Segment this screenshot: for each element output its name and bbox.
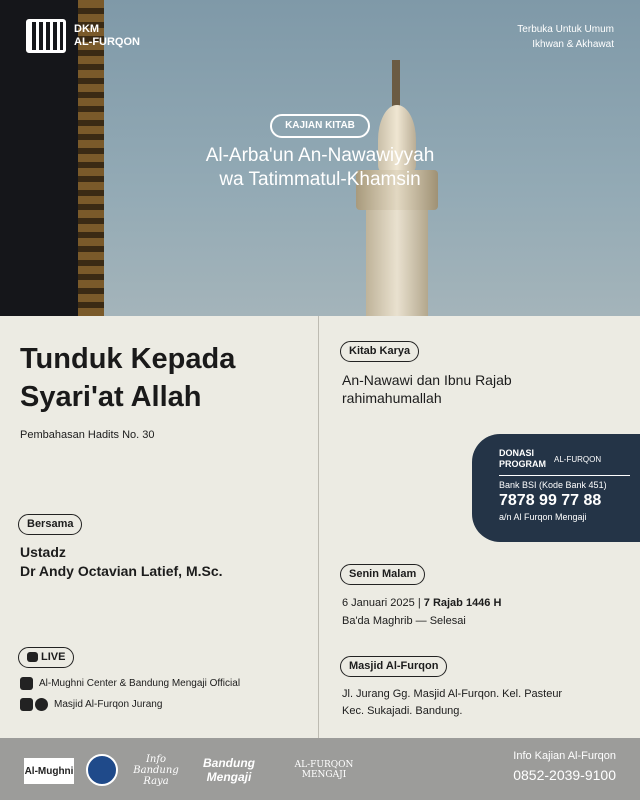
audience-note: Terbuka Untuk Umum Ikhwan & Akhawat xyxy=(517,24,614,50)
venue-badge: Masjid Al-Furqon xyxy=(340,656,447,677)
kitab-title: Al-Arba'un An-Nawawiyyah wa Tatimmatul-Khamsin xyxy=(205,145,435,190)
partner-logo: Info Bandung Raya xyxy=(133,753,179,787)
event-time: Ba'da Maghrib — Selesai xyxy=(342,615,466,627)
youtube-icon xyxy=(20,677,33,690)
donation-card: DONASI PROGRAM AL-FURQON Bank BSI (Kode Bank 451) 7878 99 77 88 a/n Al Furqon Mengaji xyxy=(472,434,640,542)
org-line2: AL-FURQON xyxy=(74,36,140,48)
contact-phone[interactable]: 0852-2039-9100 xyxy=(513,767,616,783)
speaker-name: Dr Andy Octavian Latief, M.Sc. xyxy=(20,563,223,579)
with-badge: Bersama xyxy=(18,514,82,535)
day-badge: Senin Malam xyxy=(340,564,425,585)
account-number: 7878 99 77 88 xyxy=(499,492,602,509)
dkm-logo xyxy=(26,19,140,53)
partner-logo: Al-Mughni xyxy=(24,758,74,784)
facebook-icon xyxy=(20,698,33,711)
contact-label: Info Kajian Al-Furqon xyxy=(513,750,616,762)
account-holder: a/n Al Furqon Mengaji xyxy=(499,512,587,522)
footer xyxy=(0,738,640,800)
hero-image xyxy=(0,0,640,316)
instagram-icon xyxy=(35,698,48,711)
speaker-title: Ustadz xyxy=(20,544,66,560)
org-line1: DKM xyxy=(74,23,100,35)
social-account[interactable]: Masjid Al-Furqon Jurang xyxy=(20,698,162,711)
column-divider xyxy=(318,316,319,738)
event-date: 6 Januari 2025 | 7 Rajab 1446 H xyxy=(342,597,502,609)
category-badge: KAJIAN KITAB xyxy=(270,114,370,138)
lecture-title: Tunduk Kepada Syari'at Allah xyxy=(20,343,236,413)
bank-name: Bank BSI (Kode Bank 451) xyxy=(499,480,607,490)
venue-address: Jl. Jurang Gg. Masjid Al-Furqon. Kel. Pasteur Kec. Sukajadi. Bandung. xyxy=(342,688,563,717)
author-names: An-Nawawi dan Ibnu Rajab rahimahumallah xyxy=(342,372,512,406)
alfurqon-logo: AL-FURQON xyxy=(554,454,602,464)
author-badge: Kitab Karya xyxy=(340,341,419,362)
partner-seal-icon xyxy=(86,754,118,786)
partner-logo: AL-FURQON MENGAJI xyxy=(294,760,354,780)
youtube-channel[interactable]: Al-Mughni Center & Bandung Mengaji Official xyxy=(20,677,240,690)
logo-icon xyxy=(26,19,66,53)
play-icon xyxy=(27,652,38,662)
live-badge: LIVE xyxy=(18,647,74,668)
hadith-subtitle: Pembahasan Hadits No. 30 xyxy=(20,429,155,441)
partner-logo: Bandung Mengaji xyxy=(203,756,255,784)
